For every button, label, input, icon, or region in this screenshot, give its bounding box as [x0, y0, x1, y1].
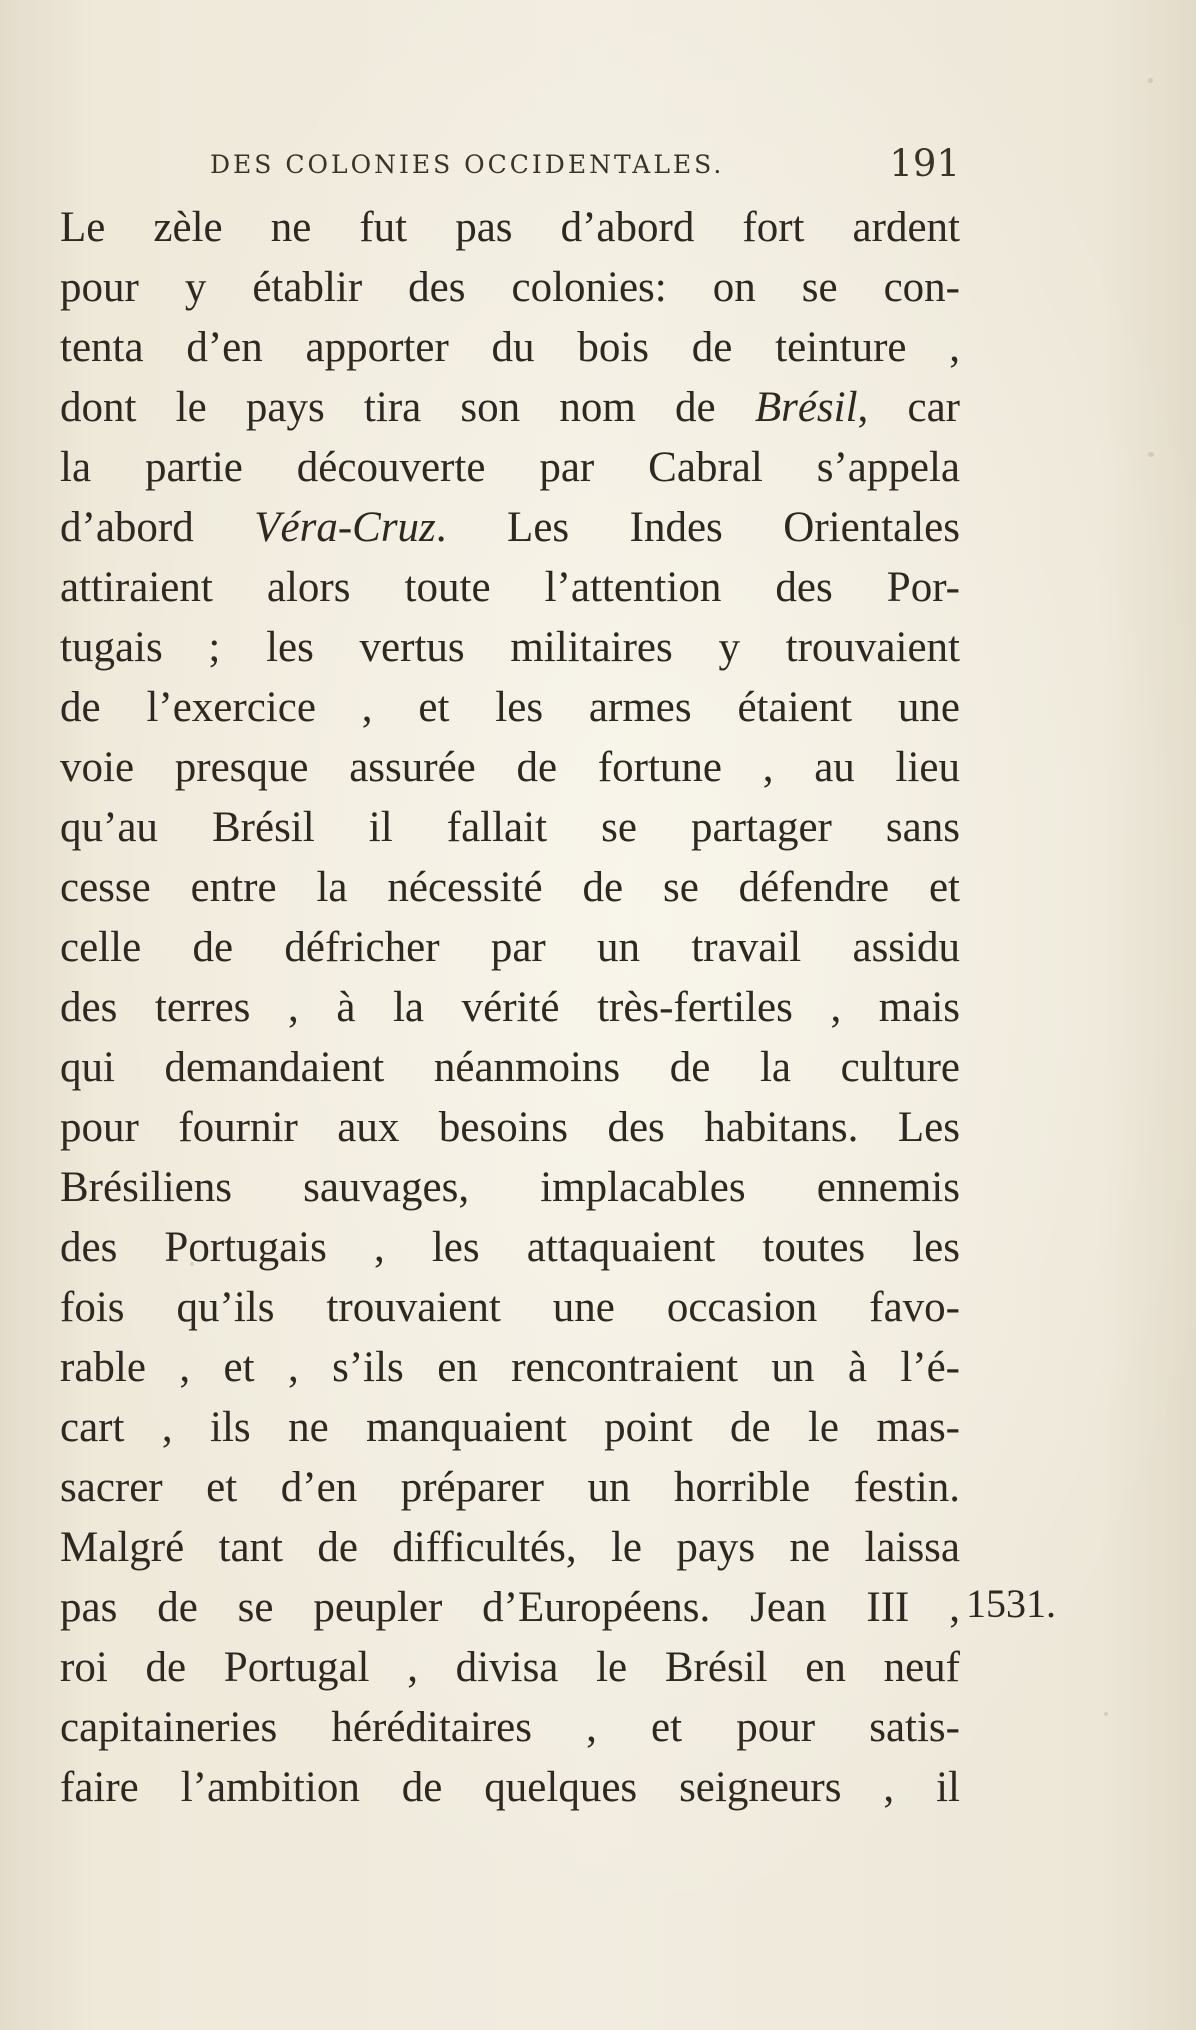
body-text: [60, 198, 960, 1818]
text-line: tugais ; les vertus militaires y trouvaient: [60, 624, 960, 671]
text-line: cesse entre la nécessité de se défendre et: [60, 864, 960, 911]
text-line: capitaineries héréditaires , et pour satis-: [60, 1704, 960, 1751]
text-line: voie presque assurée de fortune , au lieu: [60, 744, 960, 791]
text-line: dont le pays tira son nom de Brésil, car: [60, 384, 960, 431]
text-line: Brésiliens sauvages, implacables ennemis: [60, 1164, 960, 1211]
paper-spot: [1148, 452, 1154, 457]
text-line: Le zèle ne fut pas d’abord fort ardent: [60, 204, 960, 251]
text-line: des terres , à la vérité très-fertiles , mais: [60, 984, 960, 1031]
text-line: pour fournir aux besoins des habitans. Les: [60, 1104, 960, 1151]
text-line: faire l’ambition de quelques seigneurs , il: [60, 1764, 960, 1811]
text-line: de l’exercice , et les armes étaient une: [60, 684, 960, 731]
text-line: celle de défricher par un travail assidu: [60, 924, 960, 971]
page-number: 191: [889, 142, 960, 185]
text-line: fois qu’ils trouvaient une occasion favo-: [60, 1284, 960, 1331]
running-title: DES COLONIES OCCIDENTALES.: [210, 150, 725, 179]
text-line: qui demandaient néanmoins de la culture: [60, 1044, 960, 1091]
text-line: des Portugais , les attaquaient toutes les: [60, 1224, 960, 1271]
margin-date-note: 1531.: [966, 1581, 1056, 1626]
text-line: rable , et , s’ils en rencontraient un à l’é-: [60, 1344, 960, 1391]
paper-spot: [1148, 78, 1153, 83]
text-line: tenta d’en apporter du bois de teinture ,: [60, 324, 960, 371]
text-line: cart , ils ne manquaient point de le mas-: [60, 1404, 960, 1451]
text-line: pour y établir des colonies: on se con-: [60, 264, 960, 311]
text-line: sacrer et d’en préparer un horrible festin.: [60, 1464, 960, 1511]
text-line: attiraient alors toute l’attention des Por-: [60, 564, 960, 611]
text-line: Malgré tant de difficultés, le pays ne laissa: [60, 1524, 960, 1571]
text-line: la partie découverte par Cabral s’appela: [60, 444, 960, 491]
text-line: d’abord Véra-Cruz. Les Indes Orientales: [60, 504, 960, 551]
running-head: [180, 140, 990, 190]
text-line: roi de Portugal , divisa le Brésil en neuf: [60, 1644, 960, 1691]
paper-spot: [1104, 1712, 1108, 1716]
text-line: pas de se peupler d’Européens. Jean III ,: [60, 1584, 960, 1631]
text-line: qu’au Brésil il fallait se partager sans: [60, 804, 960, 851]
